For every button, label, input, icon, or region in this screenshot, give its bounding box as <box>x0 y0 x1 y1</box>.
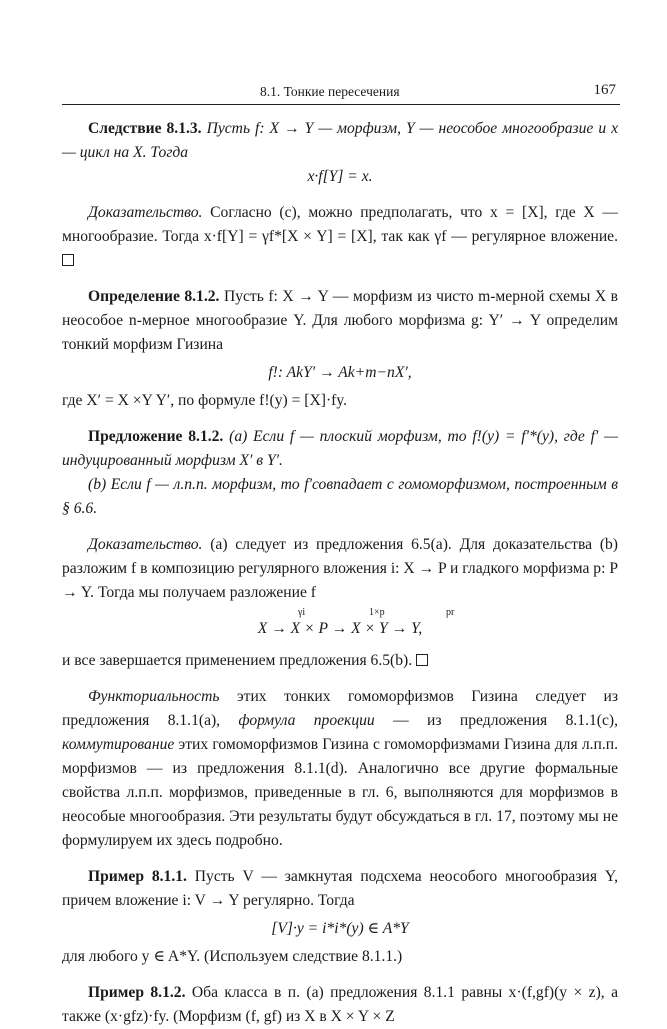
running-title: 8.1. Тонкие пересечения <box>260 84 400 99</box>
definition-label: Определение 8.1.2. <box>88 288 220 305</box>
example1-after: для любого y ∈ A*Y. (Используем следствие 8.1.1.) <box>62 948 403 965</box>
proof2-after: и все завершается применением предложения 6.5(b). <box>62 652 413 669</box>
example1-formula: [V]·y = i*i*(y) ∈ A*Y <box>271 920 409 937</box>
example2-label: Пример 8.1.2. <box>88 984 186 1001</box>
proposition-part-a <box>62 425 618 473</box>
corollary-text: Пусть f: X → Y — морфизм, Y — неособое многообразие и x — цикл на X. Тогда <box>62 120 619 161</box>
corollary-formula: x·f[Y] = x. <box>307 168 373 185</box>
definition-paragraph <box>62 285 618 357</box>
page-body <box>62 117 618 1029</box>
example2-paragraph <box>62 981 618 1029</box>
term-functoriality: Функториальность <box>88 688 220 705</box>
factorization-formula: X → X × P → X × Y → Y, <box>257 620 423 637</box>
page-number: 167 <box>593 82 616 98</box>
proof2-text: (а) следует из предложения 6.5(а). Для доказательства (b) разложим f в композицию регулярного вложения i: X → P и гладкого морфизма p: P → Y. Тогда мы получаем разложение f <box>62 536 619 601</box>
proposition-part-b: (b) Если f — л.п.п. морфизм, то f′совпадает с гомоморфизмом, построенным в § 6.6. <box>62 476 618 517</box>
term-projection-formula: формула проекции <box>238 712 375 729</box>
example2-text: Оба класса в п. (а) предложения 8.1.1 равны x·(f,gf)(y × z), а также (x·gfz)·fy. (Морфизм (f, gf) из X в X × Y × Z <box>62 984 618 1025</box>
functoriality-text2: — из предложения 8.1.1(с), <box>393 712 618 729</box>
corollary-paragraph <box>62 117 618 165</box>
definition-after: где X′ = X ×Y Y′, по формуле f!(y) = [X]·fy. <box>62 392 348 409</box>
example1-text: Пусть V — замкнутая подсхема неособого многообразия Y, причем вложение i: V → Y регулярно. Тогда <box>62 868 618 909</box>
arrow-label-gamma: γi <box>298 607 306 618</box>
functoriality-paragraph <box>62 685 618 853</box>
qed-square-icon <box>62 254 74 266</box>
qed-square-icon <box>416 654 428 666</box>
term-commuting: коммутирование <box>62 736 175 753</box>
arrow-label-pr: pr <box>446 607 455 618</box>
proposition-a-text: (а) Если f — плоский морфизм, то f!(y) = f′*(y), где f′ — индуцированный морфизм X′ в Y′. <box>62 428 618 469</box>
example1-label: Пример 8.1.1. <box>88 868 187 885</box>
definition-formula: f!: AkY′ → Ak+m−nX′, <box>268 364 412 381</box>
functoriality-text3: этих гомоморфизмов Гизина с гомоморфизмами Гизина для л.п.п. морфизмов — из предложения 8.1.1(d). Аналогично все другие формальные свойства л.п.п. морфизмов, приведенные в гл. 6, выполняются для морфизмов в неособые многообразия. Эти результаты будут обсуждаться в гл. 17, поэтому мы не формулируем их здесь подробно. <box>62 736 618 849</box>
functoriality-text1: этих тонких гомоморфизмов Гизина следует из предложения 8.1.1(а), <box>62 688 618 729</box>
page-header <box>62 78 620 105</box>
arrow-label-1xp: 1×p <box>369 607 385 618</box>
proof1-label: Доказательство. <box>88 204 203 221</box>
proof1-paragraph <box>62 201 618 273</box>
proof2-after-paragraph <box>62 649 618 673</box>
definition-text: Пусть f: X → Y — морфизм из чисто m-мерной схемы X в неособое n-мерное многообразие Y. Для любого морфизма g: Y′ → Y определим тонкий морфизм Гизина <box>62 288 618 353</box>
corollary-label: Следствие 8.1.3. <box>88 120 202 137</box>
proof2-label: Доказательство. <box>88 536 203 553</box>
proof2-paragraph <box>62 533 618 605</box>
example1-paragraph <box>62 865 618 913</box>
proof1-text: Согласно (с), можно предполагать, что x = [X], где X — многообразие. Тогда x·f[Y] = γf*[X × Y] = [X], так как γf — регулярное вложение. <box>62 204 618 245</box>
factorization-diagram <box>62 605 618 649</box>
proposition-label: Предложение 8.1.2. <box>88 428 224 445</box>
